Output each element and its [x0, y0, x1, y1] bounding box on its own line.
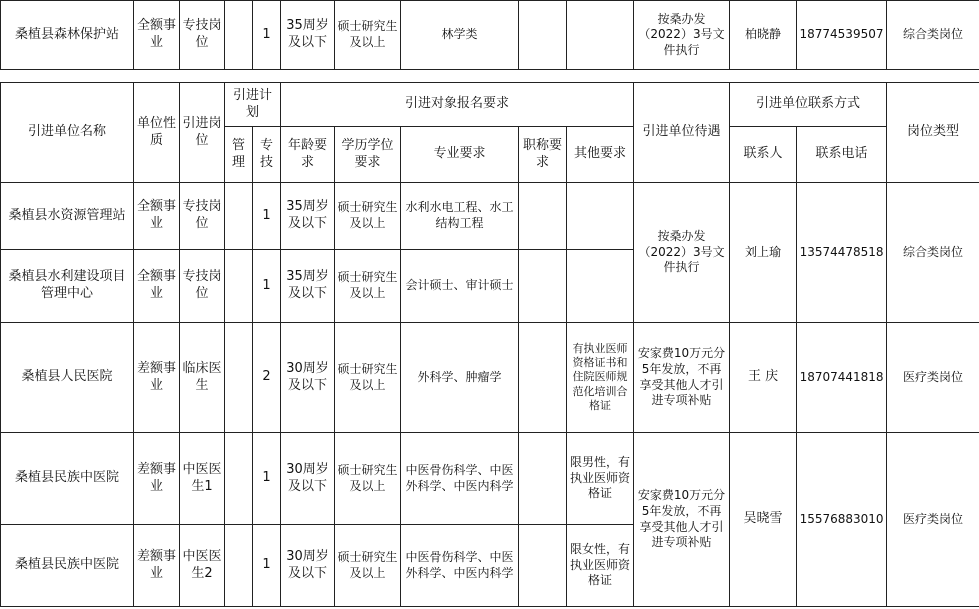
tech-count-cell: 1 [253, 250, 281, 323]
post-cell: 专技岗位 [180, 1, 225, 70]
mgmt-count-cell [225, 433, 253, 525]
age-cell: 30周岁及以下 [281, 323, 335, 433]
tech-count-cell: 1 [253, 433, 281, 525]
title-req-cell [519, 323, 567, 433]
phone-cell: 18707441818 [797, 323, 887, 433]
type-cell: 综合类岗位 [887, 183, 979, 323]
unit-nature-cell: 全额事业 [134, 183, 180, 250]
age-cell: 35周岁及以下 [281, 1, 335, 70]
post-cell: 专技岗位 [180, 250, 225, 323]
header-plan: 引进计划 [225, 83, 281, 127]
phone-cell: 18774539507 [797, 1, 887, 70]
header-title-req: 职称要求 [519, 127, 567, 183]
other-req-cell: 有执业医师资格证书和住院医师规范化培训合格证 [567, 323, 634, 433]
edu-cell: 硕士研究生及以上 [335, 525, 401, 607]
other-req-cell: 限男性，有执业医师资格证 [567, 433, 634, 525]
unit-name-cell: 桑植县水资源管理站 [1, 183, 134, 250]
mgmt-count-cell [225, 1, 253, 70]
major-cell: 外科学、肿瘤学 [401, 323, 519, 433]
unit-nature-cell: 差额事业 [134, 323, 180, 433]
header-age: 年龄要求 [281, 127, 335, 183]
unit-nature-cell: 全额事业 [134, 1, 180, 70]
post-cell: 专技岗位 [180, 183, 225, 250]
tech-count-cell: 2 [253, 323, 281, 433]
other-req-cell [567, 250, 634, 323]
mgmt-count-cell [225, 250, 253, 323]
contact-cell: 刘上瑜 [730, 183, 797, 323]
title-req-cell [519, 525, 567, 607]
age-cell: 30周岁及以下 [281, 525, 335, 607]
contact-cell: 柏晓静 [730, 1, 797, 70]
major-cell: 林学类 [401, 1, 519, 70]
unit-nature-cell: 差额事业 [134, 433, 180, 525]
table-row [1, 183, 979, 250]
edu-cell: 硕士研究生及以上 [335, 433, 401, 525]
edu-cell: 硕士研究生及以上 [335, 250, 401, 323]
tech-count-cell: 1 [253, 525, 281, 607]
title-req-cell [519, 433, 567, 525]
unit-nature-cell: 全额事业 [134, 250, 180, 323]
post-cell: 中医医生1 [180, 433, 225, 525]
tech-count-cell: 1 [253, 1, 281, 70]
treatment-cell: 按桑办发（2022）3号文件执行 [634, 183, 730, 323]
header-post: 引进岗位 [180, 83, 225, 183]
tech-count-cell: 1 [253, 183, 281, 250]
other-req-cell [567, 183, 634, 250]
top-table [0, 0, 979, 70]
header-type: 岗位类型 [887, 83, 979, 183]
unit-name-cell: 桑植县民族中医院 [1, 525, 134, 607]
treatment-cell: 按桑办发（2022）3号文件执行 [634, 1, 730, 70]
title-req-cell [519, 250, 567, 323]
header-treatment: 引进单位待遇 [634, 83, 730, 183]
other-req-cell [567, 1, 634, 70]
header-tech: 专技 [253, 127, 281, 183]
header-phone: 联系电话 [797, 127, 887, 183]
unit-name-cell: 桑植县人民医院 [1, 323, 134, 433]
age-cell: 35周岁及以下 [281, 183, 335, 250]
header-edu: 学历学位要求 [335, 127, 401, 183]
header-mgmt: 管理 [225, 127, 253, 183]
header-row-1 [1, 83, 979, 127]
header-contact: 联系人 [730, 127, 797, 183]
unit-name-cell: 桑植县水利建设项目管理中心 [1, 250, 134, 323]
edu-cell: 硕士研究生及以上 [335, 323, 401, 433]
post-cell: 中医医生2 [180, 525, 225, 607]
title-req-cell [519, 1, 567, 70]
age-cell: 35周岁及以下 [281, 250, 335, 323]
mgmt-count-cell [225, 525, 253, 607]
header-contact-group: 引进单位联系方式 [730, 83, 887, 127]
contact-cell: 吴晓雪 [730, 433, 797, 607]
header-unit-name: 引进单位名称 [1, 83, 134, 183]
contact-cell: 王 庆 [730, 323, 797, 433]
phone-cell: 13574478518 [797, 183, 887, 323]
table-row [1, 323, 979, 433]
type-cell: 医疗类岗位 [887, 323, 979, 433]
post-cell: 临床医生 [180, 323, 225, 433]
mgmt-count-cell [225, 323, 253, 433]
mgmt-count-cell [225, 183, 253, 250]
header-unit-nature: 单位性质 [134, 83, 180, 183]
table-row [1, 433, 979, 525]
other-req-cell: 限女性，有执业医师资格证 [567, 525, 634, 607]
unit-name-cell: 桑植县森林保护站 [1, 1, 134, 70]
title-req-cell [519, 183, 567, 250]
age-cell: 30周岁及以下 [281, 433, 335, 525]
treatment-cell: 安家费10万元分5年发放，不再享受其他人才引进专项补贴 [634, 433, 730, 607]
edu-cell: 硕士研究生及以上 [335, 183, 401, 250]
type-cell: 医疗类岗位 [887, 433, 979, 607]
major-cell: 会计硕士、审计硕士 [401, 250, 519, 323]
type-cell: 综合类岗位 [887, 1, 979, 70]
unit-name-cell: 桑植县民族中医院 [1, 433, 134, 525]
phone-cell: 15576883010 [797, 433, 887, 607]
treatment-cell: 安家费10万元分5年发放，不再享受其他人才引进专项补贴 [634, 323, 730, 433]
edu-cell: 硕士研究生及以上 [335, 1, 401, 70]
major-cell: 中医骨伤科学、中医外科学、中医内科学 [401, 525, 519, 607]
header-other: 其他要求 [567, 127, 634, 183]
major-cell: 水利水电工程、水工结构工程 [401, 183, 519, 250]
major-cell: 中医骨伤科学、中医外科学、中医内科学 [401, 433, 519, 525]
header-major: 专业要求 [401, 127, 519, 183]
main-table [0, 82, 979, 607]
table-row [1, 1, 979, 70]
unit-nature-cell: 差额事业 [134, 525, 180, 607]
header-requirements: 引进对象报名要求 [281, 83, 634, 127]
